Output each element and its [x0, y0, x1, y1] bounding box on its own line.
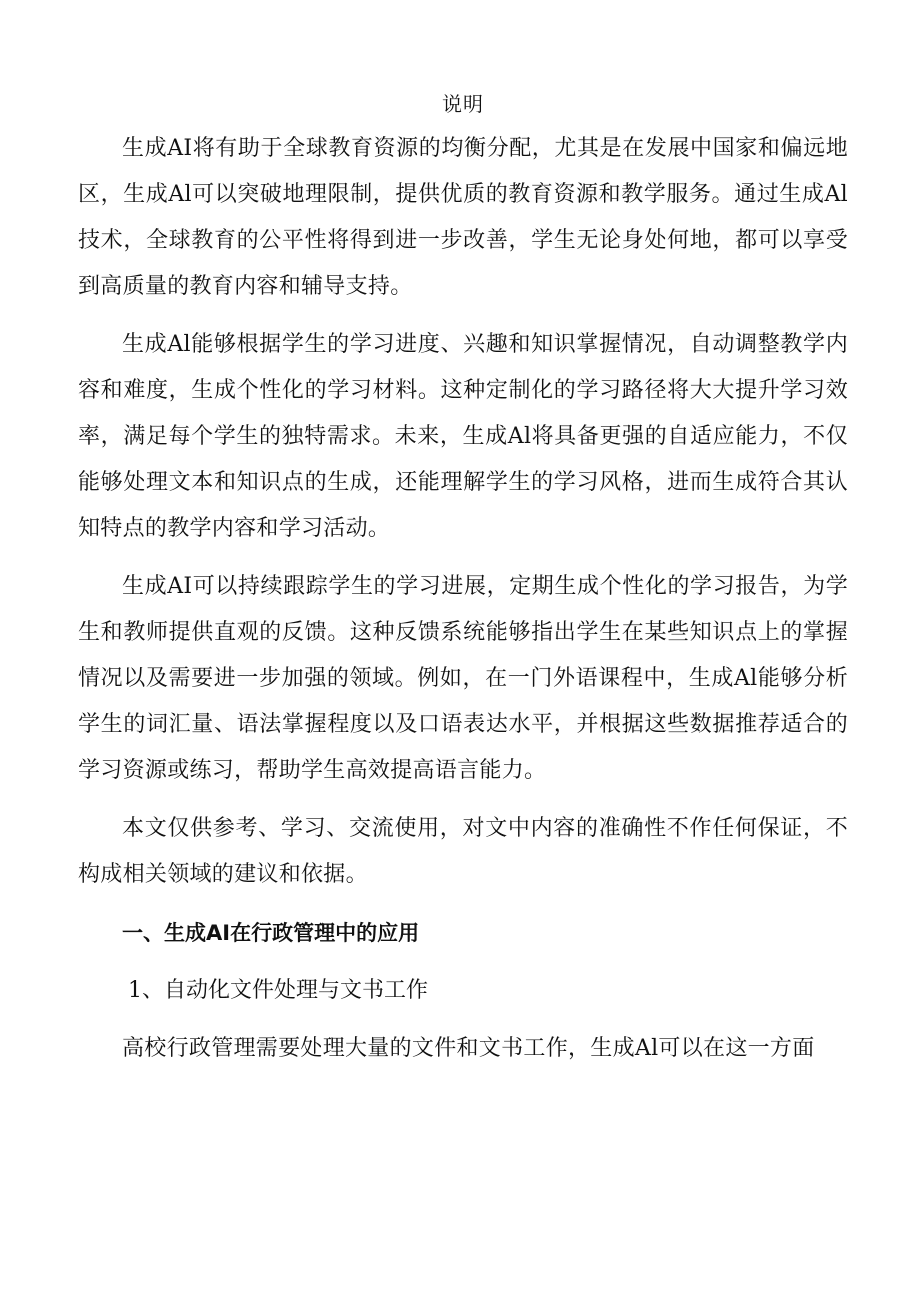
page-title: 说明 [442, 92, 484, 116]
subsection-heading: 1、自动化文件处理与文书工作 [128, 978, 428, 1003]
paragraph-3: 生成AI可以持续跟踪学生的学习进展，定期生成个性化的学习报告，为学生和教师提供直观的反馈。这种反馈系统能够指出学生在某些知识点上的掌握情况以及需要进一步加强的领域。例如，在一门外语课程中，生成Al能够分析学生的词汇量、语法掌握程度以及口语表达水平，并根据这些数据推荐适合的学习资源或练习，帮助学生高效提高语言能力。 [78, 574, 848, 783]
paragraph-last: 高校行政管理需要处理大量的文件和文书工作，生成Al可以在这一方面 [122, 1036, 815, 1061]
section-heading: 一、生成AI在行政管理中的应用 [122, 921, 420, 945]
document-page [78, 84, 848, 1084]
paragraph-2: 生成Al能够根据学生的学习进度、兴趣和知识掌握情况，自动调整教学内容和难度，生成个性化的学习材料。这种定制化的学习路径将大大提升学习效率，满足每个学生的独特需求。未来，生成Al将具备更强的自适应能力，不仅能够处理文本和知识点的生成，还能理解学生的学习风格，进而生成符合其认知特点的教学内容和学习活动。 [78, 332, 848, 541]
paragraph-1: 生成AI将有助于全球教育资源的均衡分配，尤其是在发展中国家和偏远地区，生成Al可以突破地理限制，提供优质的教育资源和教学服务。通过生成Al技术，全球教育的公平性将得到进一步改善，学生无论身处何地，都可以享受到高质量的教育内容和辅导支持。 [78, 136, 848, 299]
disclaimer-paragraph: 本文仅供参考、学习、交流使用，对文中内容的准确性不作任何保证，不构成相关领域的建议和依据。 [78, 816, 848, 887]
